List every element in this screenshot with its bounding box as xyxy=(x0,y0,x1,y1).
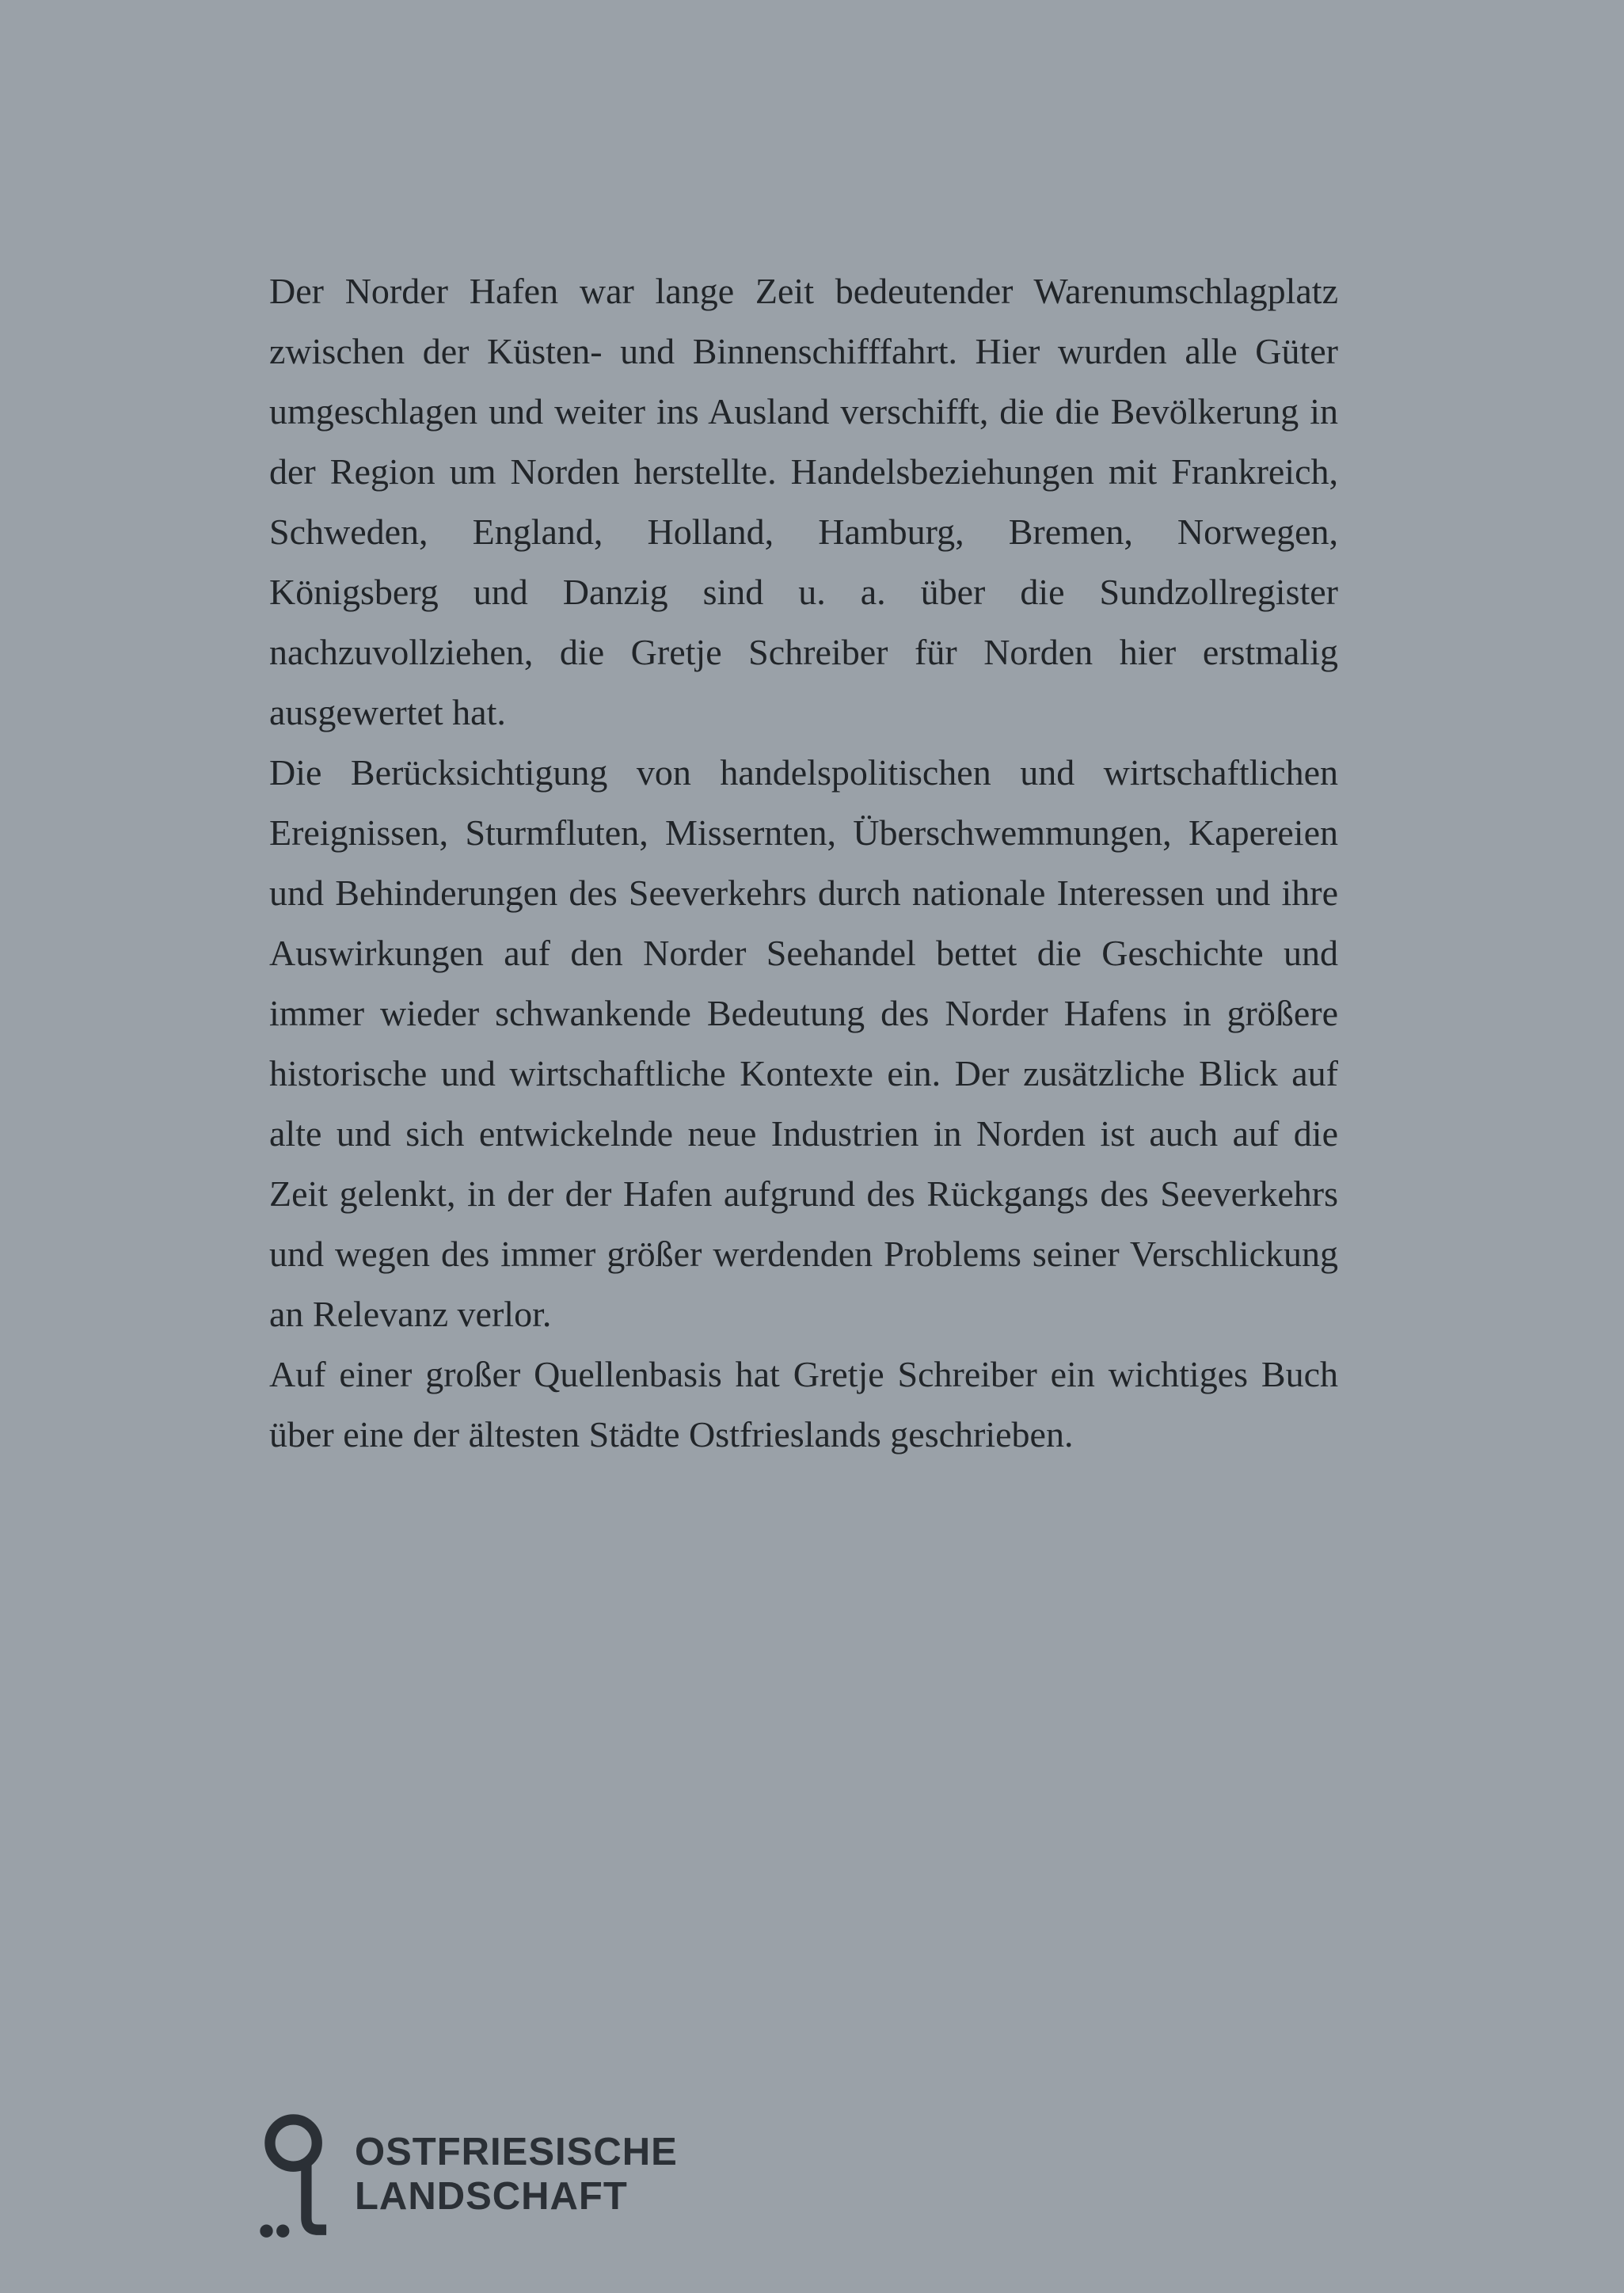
publisher-name xyxy=(355,2112,678,2219)
blurb-paragraph: Die Berücksichtigung von handelspolitischen und wirtschaftlichen Ereignissen, Sturmfluten, Missernten, Überschwemmungen, Kapereien und Behinderungen des Seeverkehrs durch nationale Interessen und ihre Auswirkungen auf den Norder Seehandel bettet die Geschichte und immer wieder schwankende Bedeutung des Norder Hafens in größere historische und wirtschaftliche Kontexte ein. Der zusätzliche Blick auf alte und sich entwickelnde neue Industrien in Norden ist auch auf die Zeit gelenkt, in der der Hafen aufgrund des Rückgangs des Seeverkehrs und wegen des immer größer werdenden Problems seiner Verschlickung an Relevanz verlor. xyxy=(269,752,1338,1334)
publisher-logo xyxy=(258,2112,678,2244)
blurb-paragraph: Auf einer großer Quellenbasis hat Gretje Schreiber ein wichtiges Buch über eine der ältesten Städte Ostfrieslands geschrieben. xyxy=(269,1354,1338,1455)
blurb-paragraph: Der Norder Hafen war lange Zeit bedeutender Warenumschlagplatz zwischen der Küsten- und Binnenschifffahrt. Hier wurden alle Güter umgeschlagen und weiter ins Ausland verschifft, die die Bevölkerung in der Region um Norden herstellte. Handelsbeziehungen mit Frankreich, Schweden, England, Holland, Hamburg, Bremen, Norwegen, Königsberg und Danzig sind u. a. über die Sundzollregister nachzuvollziehen, die Gretje Schreiber für Norden hier erstmalig ausgewertet hat. xyxy=(269,271,1338,732)
ostfriesische-landschaft-icon xyxy=(258,2112,340,2244)
blurb-text-block xyxy=(269,261,1338,1465)
publisher-name-line1: OSTFRIESISCHE xyxy=(355,2131,678,2173)
publisher-name-line2: LANDSCHAFT xyxy=(355,2175,628,2218)
